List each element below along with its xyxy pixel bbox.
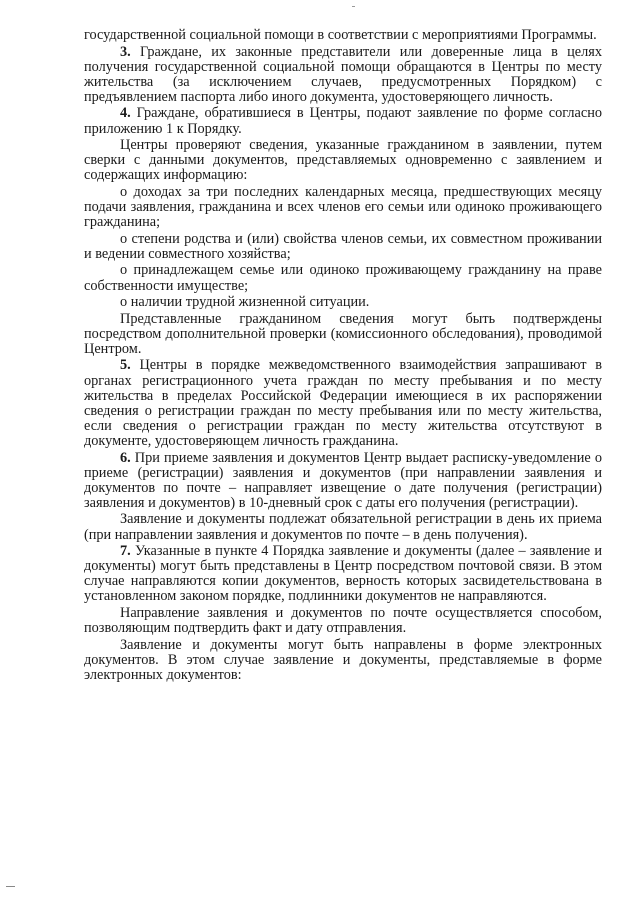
- list-item-income: [84, 185, 602, 230]
- item-number: 6.: [120, 449, 131, 466]
- paragraph-text: Граждане, их законные представители или доверенные лица в целях получения государственной социальной помощи обращаются в Центры по месту жительства (за исключением случаев, предусмотренных Порядком) с предъявлением паспорта либо иного документа, удостоверяющего личность.: [84, 43, 602, 105]
- paragraph-text: Указанные в пункте 4 Порядка заявление и документы (далее – заявление и документы) могут быть представлены в Центр посредством почтовой связи. В этом случае направляются копии документов, верность которых засвидетельствована в установленном законом порядке, подлинники документов не направляются.: [84, 543, 602, 605]
- paragraph: [84, 512, 602, 542]
- paragraph-text: Центры в порядке межведомственного взаимодействия запрашивают в органах регистрационного учета граждан по месту пребывания и по месту жительства в пределах Российской Федерации имеющиеся в их распоряжении сведения о регистрации граждан по месту пребывания или по месту жительства, если сведения о регистрации граждан по месту жительства отсутствуют в документе, удостоверяющем личность гражданина.: [84, 357, 602, 449]
- paragraph-text: о доходах за три последних календарных месяца, предшествующих месяцу подачи заявления, гражданина и всех членов его семьи или одиноко проживающего гражданина;: [84, 183, 602, 231]
- paragraph-item-3: [84, 45, 602, 105]
- paragraph-text: Заявление и документы подлежат обязательной регистрации в день их приема (при направлении заявления и документов по почте – в день получения).: [84, 511, 602, 543]
- paragraph: [84, 606, 602, 636]
- paragraph: [84, 312, 602, 357]
- scan-artifact-top: [352, 6, 355, 7]
- item-number: 7.: [120, 543, 131, 560]
- paragraph-text: Граждане, обратившиеся в Центры, подают заявление по форме согласно приложению 1 к Порядку.: [84, 105, 602, 137]
- paragraph-continuation: [84, 28, 602, 43]
- paragraph-text: Центры проверяют сведения, указанные гражданином в заявлении, путем сверки с данными документов, представляемых одновременно с заявлением и содержащих информацию:: [84, 137, 602, 184]
- document-page: [84, 28, 602, 684]
- paragraph-text: о наличии трудной жизненной ситуации.: [120, 294, 370, 311]
- paragraph-item-6: [84, 451, 602, 511]
- paragraph-text: При приеме заявления и документов Центр выдает расписку-уведомление о приеме (регистрации) заявления и документов (при направлении заявления и документов по почте – направляет извещение о дате получения (регистрации) заявления и документов) в 10-дневный срок с даты его получения (регистрации).: [84, 449, 602, 511]
- paragraph-text: Заявление и документы могут быть направлены в форме электронных документов. В этом случае заявление и документы, представляемые в форме электронных документов:: [84, 636, 602, 683]
- scan-artifact-margin: [6, 886, 15, 887]
- paragraph-item-4: [84, 106, 602, 136]
- paragraph: [84, 138, 602, 183]
- list-item-kinship: [84, 232, 602, 262]
- paragraph-item-7: [84, 544, 602, 604]
- item-number: 3.: [120, 43, 131, 60]
- item-number: 5.: [120, 357, 131, 374]
- paragraph-text: о принадлежащем семье или одиноко проживающему гражданину на праве собственности имуществе;: [84, 262, 602, 294]
- paragraph-text: государственной социальной помощи в соответствии с мероприятиями Программы.: [84, 27, 597, 43]
- paragraph-text: Направление заявления и документов по почте осуществляется способом, позволяющим подтвердить факт и дату отправления.: [84, 604, 602, 637]
- paragraph: [84, 638, 602, 683]
- list-item-property: [84, 263, 602, 293]
- item-number: 4.: [120, 105, 131, 122]
- list-item-situation: [84, 295, 602, 310]
- paragraph-item-5: [84, 358, 602, 449]
- paragraph-text: Представленные гражданином сведения могут быть подтверждены посредством дополнительной проверки (комиссионного обследования), проводимой Центром.: [84, 310, 602, 357]
- paragraph-text: о степени родства и (или) свойства членов семьи, их совместном проживании и ведении совместного хозяйства;: [84, 230, 602, 262]
